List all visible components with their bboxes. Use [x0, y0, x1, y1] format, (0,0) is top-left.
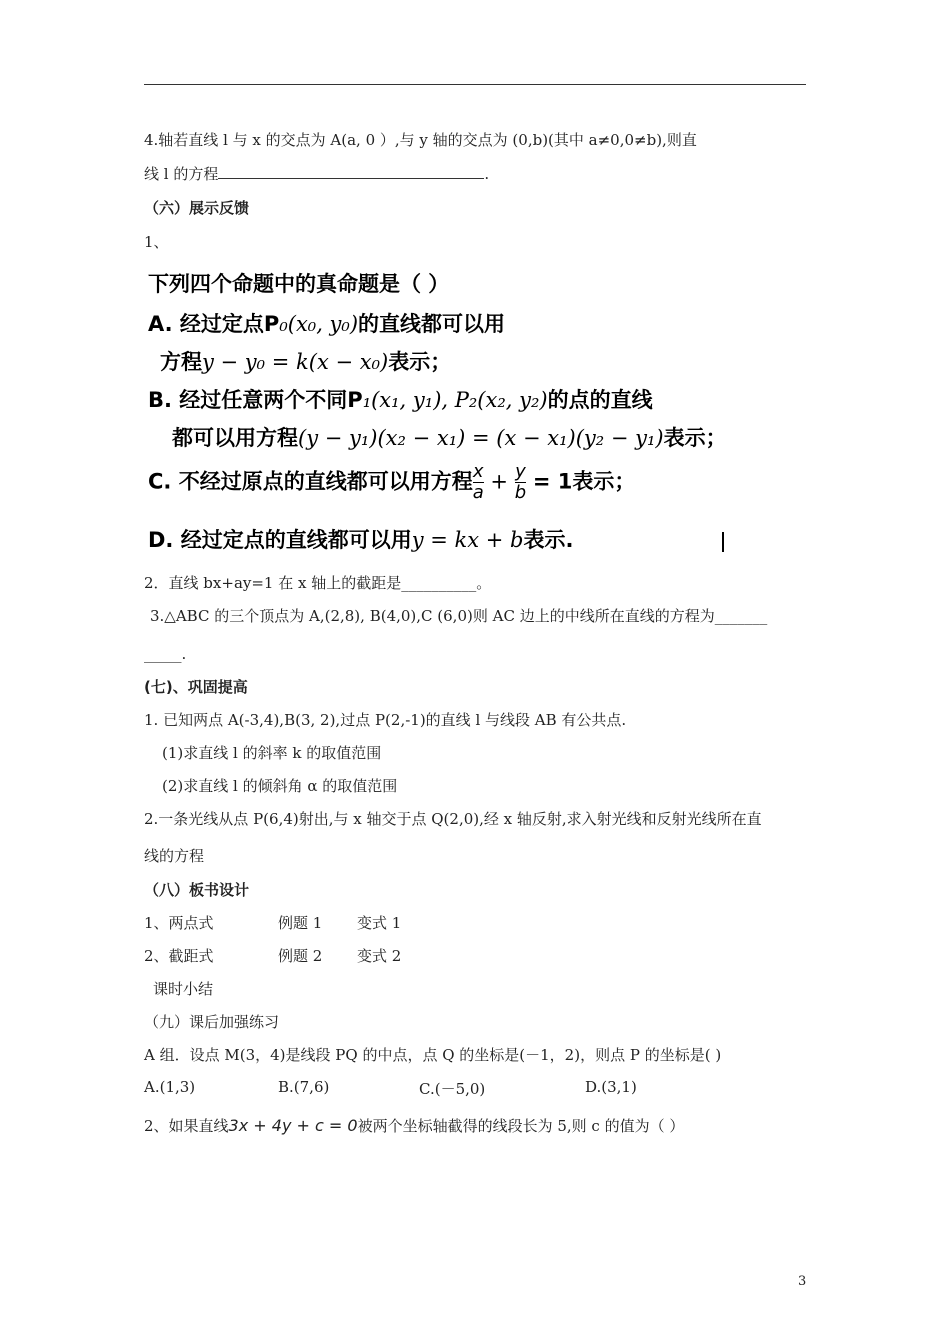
mcq-option-c: C. 不经过原点的直线都可以用方程 $\frac{x}{a}$ + $\frac{y}{b}$ = 1表示； — [148, 461, 636, 503]
option-c[interactable]: C.(－5,0) — [419, 1080, 486, 1098]
q3-line1 — [150, 606, 767, 626]
board-row-1-col-3: 变式 1 — [357, 914, 402, 932]
mcq-a2-math: y − y₀ = k(x − x₀) — [202, 350, 389, 374]
mcq-b1-prefix: B. 经过任意两个不同P — [148, 388, 363, 412]
mcq-b2-suffix: 表示； — [663, 426, 727, 450]
q4-line2 — [144, 164, 489, 184]
section-7-p2-line1: 2.一条光线从点 P(6,4)射出,与 x 轴交于点 Q(2,0),经 x 轴反射,求入射光线和反射光线所在直 — [144, 810, 762, 828]
mcq-a1-prefix: A. 经过定点P — [148, 312, 280, 336]
option-d[interactable]: D.(3,1) — [585, 1078, 637, 1096]
section-7-p1a: (1)求直线 l 的斜率 k 的取值范围 — [162, 744, 382, 762]
section-6-title: （六）展示反馈 — [144, 199, 250, 217]
q2-line — [144, 573, 491, 593]
mcq-b2-prefix: 都可以用方程 — [172, 426, 298, 450]
header-rule — [144, 84, 806, 85]
q2-end: 。 — [476, 574, 492, 592]
q3-text: 3.△ABC 的三个顶点为 A,(2,8), B(4,0),C (6,0)则 AC 边上的中线所在直线的方程为 — [150, 607, 715, 625]
mcq-b1-math: ₁(x₁, y₁), P₂(x₂, y₂) — [362, 388, 548, 412]
board-row-2-col-3: 变式 2 — [357, 947, 402, 965]
q9-2-equation: 3x + 4y + c = 0 — [228, 1116, 358, 1135]
frac-den-b: b — [514, 482, 527, 503]
q9-2-prefix: 2、如果直线 — [144, 1117, 229, 1135]
q4-answer-blank[interactable] — [218, 164, 484, 179]
mcq-a2-suffix: 表示； — [388, 350, 452, 374]
mcq-a1-math: ₀(x₀, y₀) — [279, 312, 359, 336]
q4-line2-prefix: 线 l 的方程 — [144, 165, 219, 183]
board-row-2-col-1: 2、截距式 — [144, 947, 214, 965]
frac-num-x: x — [472, 461, 484, 482]
q9-2-line — [144, 1116, 684, 1136]
section-6-item-1: 1、 — [144, 233, 169, 251]
group-a-question: A 组．设点 M(3，4)是线段 PQ 的中点，点 Q 的坐标是(－1，2)，则点 P 的坐标是( ) — [144, 1046, 722, 1064]
mcq-option-b-line2 — [172, 422, 727, 452]
q3-line2[interactable]: _____. — [144, 645, 187, 663]
mcq-c-fraction-y-b — [515, 462, 526, 503]
mcq-option-a-line1 — [148, 308, 505, 338]
q2-blank[interactable]: __________ — [401, 574, 477, 592]
section-8-title: （八）板书设计 — [144, 881, 250, 899]
section-9-title: （九）课后加强练习 — [144, 1013, 280, 1031]
q3-blank1[interactable]: _______ — [714, 607, 768, 625]
mcq-c-prefix: C. 不经过原点的直线都可以用方程 — [148, 469, 473, 494]
board-row-1-col-2: 例题 1 — [278, 914, 323, 932]
q9-2-suffix: 被两个坐标轴截得的线段长为 5,则 c 的值为（ ） — [357, 1117, 685, 1135]
mcq-c-fraction-x-a — [473, 462, 484, 503]
mcq-d-prefix: D. 经过定点的直线都可以用 — [148, 528, 412, 552]
page-number: 3 — [798, 1274, 807, 1289]
section-7-title: (七)、巩固提高 — [144, 678, 248, 696]
option-b[interactable]: B.(7,6) — [278, 1078, 330, 1096]
mcq-a2-prefix: 方程 — [160, 350, 202, 374]
section-7-p1b: (2)求直线 l 的倾斜角 α 的取值范围 — [162, 777, 398, 795]
mcq-c-suffix: 表示； — [572, 469, 636, 494]
q4-line2-suffix: . — [484, 165, 490, 183]
mcq-option-a-line2 — [160, 346, 451, 376]
text-cursor — [722, 532, 724, 552]
mcq-b2-math: (y − y₁)(x₂ − x₁) = (x − x₁)(y₂ − y₁) — [298, 426, 664, 450]
mcq-d-math: y = kx + b — [411, 528, 524, 552]
option-a[interactable]: A.(1,3) — [144, 1078, 196, 1096]
q2-text: 2．直线 bx+ay=1 在 x 轴上的截距是 — [144, 574, 402, 592]
mcq-option-d — [148, 524, 574, 554]
mcq-b1-suffix: 的点的直线 — [547, 388, 653, 412]
frac-num-y: y — [515, 461, 526, 482]
board-row-1-col-1: 1、两点式 — [144, 914, 214, 932]
frac-den-a: a — [472, 482, 484, 503]
mcq-option-b-line1 — [148, 384, 653, 414]
q4-line1: 4.轴若直线 l 与 x 的交点为 A(a, 0 ）,与 y 轴的交点为 (0,b)(其中 a≠0,0≠b),则直 — [144, 131, 697, 149]
mcq-c-eq: = 1 — [532, 469, 573, 494]
section-7-p1: 1. 已知两点 A(-3,4),B(3, 2),过点 P(2,-1)的直线 l 与线段 AB 有公共点. — [144, 711, 627, 729]
mcq-stem: 下列四个命题中的真命题是（ ） — [148, 272, 450, 296]
section-7-p2-line2: 线的方程 — [144, 847, 205, 865]
lesson-summary: 课时小结 — [153, 980, 214, 998]
mcq-d-suffix: 表示. — [523, 528, 574, 552]
mcq-a1-suffix: 的直线都可以用 — [358, 312, 506, 336]
board-row-2-col-2: 例题 2 — [278, 947, 323, 965]
